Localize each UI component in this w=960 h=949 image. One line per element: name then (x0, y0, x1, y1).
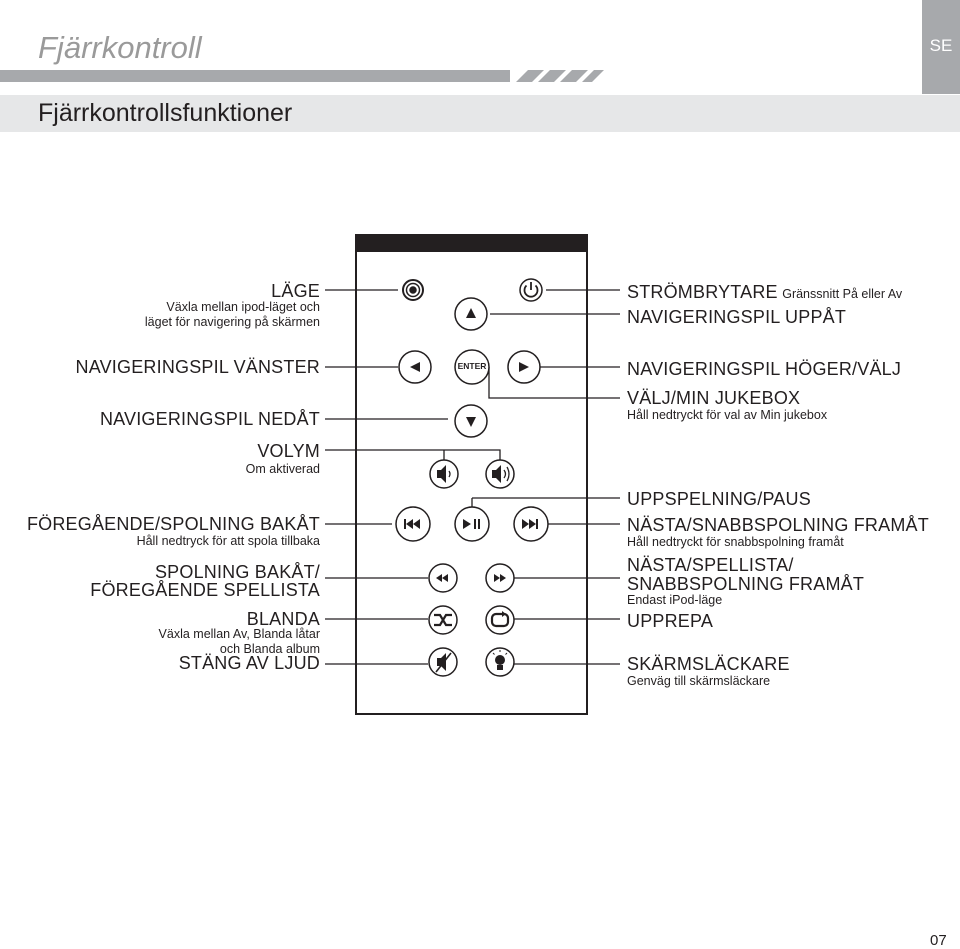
jukebox-title: VÄLJ/MIN JUKEBOX (627, 388, 801, 408)
shuffle-desc-line1: Växla mellan Av, Blanda låtar (158, 627, 320, 641)
ff-title-line2: SNABBSPOLNING FRAMÅT (627, 574, 865, 594)
repeat-label: UPPREPA (627, 611, 714, 631)
rewind-title-line1: SPOLNING BAKÅT/ (154, 562, 320, 582)
nav-right-button[interactable] (508, 351, 540, 383)
ff-title-line1: NÄSTA/SPELLISTA/ (627, 555, 794, 575)
shuffle-desc-line2: och Blanda album (219, 642, 320, 656)
nav-left-label: NAVIGERINGSPIL VÄNSTER (75, 357, 320, 377)
next-desc: Håll nedtryckt för snabbspolning framåt (627, 535, 844, 549)
power-button[interactable] (520, 279, 542, 301)
volume-title: VOLYM (257, 441, 320, 461)
screensaver-title: SKÄRMSLÄCKARE (627, 654, 790, 674)
prev-desc: Håll nedtryck för att spola tillbaka (136, 534, 320, 548)
page-subtitle: Fjärrkontrollsfunktioner (38, 99, 293, 127)
rewind-title-line2: FÖREGÅENDE SPELLISTA (90, 580, 320, 600)
screensaver-desc: Genväg till skärmsläckare (627, 674, 771, 688)
play-pause-button[interactable] (455, 507, 489, 541)
mode-button[interactable] (403, 280, 423, 300)
mode-desc-line1: Växla mellan ipod-läget och (166, 300, 320, 314)
enter-button-label: ENTER (457, 361, 487, 371)
power-title: STRÖMBRYTARE (627, 282, 778, 302)
screensaver-button[interactable] (486, 648, 514, 676)
nav-up-button[interactable] (455, 298, 487, 330)
mode-title: LÄGE (271, 281, 320, 301)
nav-right-label: NAVIGERINGSPIL HÖGER/VÄLJ (627, 359, 902, 379)
next-button[interactable] (514, 507, 548, 541)
ff-desc: Endast iPod-läge (627, 593, 723, 607)
mute-title: STÄNG AV LJUD (178, 653, 320, 673)
header-title: Fjärrkontroll (38, 30, 202, 65)
page-number: 07 (930, 932, 947, 949)
fast-forward-button[interactable] (486, 564, 514, 592)
nav-down-label: NAVIGERINGSPIL NEDÅT (99, 409, 320, 429)
repeat-button[interactable] (486, 606, 514, 634)
nav-up-label: NAVIGERINGSPIL UPPÅT (627, 307, 847, 327)
nav-down-button[interactable] (455, 405, 487, 437)
shuffle-title: BLANDA (246, 609, 320, 629)
nav-left-button[interactable] (399, 351, 431, 383)
shuffle-button[interactable] (429, 606, 457, 634)
power-desc: Gränssnitt På eller Av (782, 287, 903, 301)
jukebox-desc: Håll nedtryckt för val av Min jukebox (627, 408, 828, 422)
rewind-button[interactable] (429, 564, 457, 592)
language-tab-label: SE (929, 36, 953, 55)
volume-down-button[interactable] (430, 460, 458, 488)
prev-title: FÖREGÅENDE/SPOLNING BAKÅT (26, 514, 320, 534)
mute-button[interactable] (429, 648, 457, 676)
play-pause-label: UPPSPELNING/PAUS (627, 489, 811, 509)
next-title: NÄSTA/SNABBSPOLNING FRAMÅT (627, 515, 929, 535)
volume-up-button[interactable] (486, 460, 514, 488)
volume-desc: Om aktiverad (245, 462, 320, 476)
previous-button[interactable] (396, 507, 430, 541)
mode-desc-line2: läget för navigering på skärmen (144, 315, 320, 329)
